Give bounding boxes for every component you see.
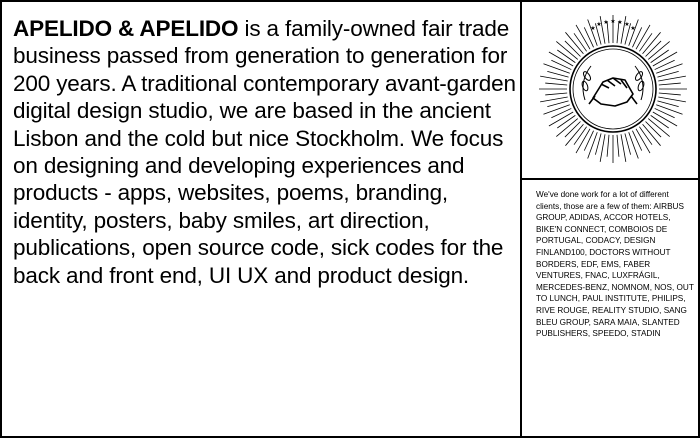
sunburst-ray [574, 33, 587, 51]
sunburst-ray [545, 83, 567, 85]
sunburst-ray [632, 131, 641, 151]
sunburst-ray [657, 101, 678, 107]
sunburst-ray [646, 41, 662, 57]
sunburst-ray [659, 83, 681, 85]
sunburst-ray [659, 93, 681, 95]
sunburst-ray [617, 135, 619, 157]
clients-lead: We've done work for a lot of different clients, those are a few of them: [536, 190, 669, 211]
sunburst-ray [574, 127, 587, 145]
sunburst-ray [657, 71, 678, 77]
sunburst-ray [565, 122, 581, 138]
sunburst-ray [658, 97, 686, 102]
sunburst-ray [646, 122, 662, 138]
svg-text:★: ★ [596, 21, 602, 28]
sunburst-ray [547, 71, 568, 77]
svg-text:★: ★ [630, 25, 636, 32]
svg-text:★: ★ [624, 21, 630, 28]
sunburst-ray [655, 60, 675, 69]
sunburst-ray [557, 50, 575, 63]
sunburst-ray [565, 41, 581, 57]
sunburst-ray [545, 93, 567, 95]
intro-text: is a family-owned fair trade business passed from generation to generation for 200 years. A traditional contemporary avant-garden digital design studio, we are based in the ancient Lisbon and the cold but nice Stockholm. We focus on designing and developing experiences and products - apps, websites, poems, branding, identity, posters, baby smiles, art direction, publications, open source code, sick codes for the back and front end, UI UX and product design. [13, 16, 516, 288]
seal-panel [522, 0, 700, 180]
sunburst-ray [595, 133, 601, 154]
sunburst-ray [551, 60, 571, 69]
sunburst-ray [658, 76, 686, 81]
svg-text:★: ★ [603, 19, 609, 26]
sunburst-ray [655, 108, 675, 117]
sunburst-ray [551, 108, 571, 117]
svg-text:★: ★ [590, 25, 596, 32]
handshake-seal-icon [535, 8, 691, 170]
sunburst-ray [547, 101, 568, 107]
svg-text:★: ★ [610, 18, 616, 25]
svg-text:★: ★ [617, 19, 623, 26]
sunburst-ray [540, 97, 568, 102]
sunburst-ray [600, 134, 605, 162]
sunburst-ray [625, 133, 631, 154]
sunburst-ray [639, 127, 652, 145]
sunburst-ray [607, 135, 609, 157]
sunburst-ray [651, 115, 669, 128]
sunburst-ray [557, 115, 575, 128]
clients-list: AIRBUS GROUP, ADIDAS, ACCOR HOTELS, BIKE'N CONNECT, COMBOIOS DE PORTUGAL, CODACY, DESIGN FINLAND100, DOCTORS WITHOUT BORDERS, EDF, EMS, FABER VENTURES, FNAC, LUXFRÁGIL, MERCEDES-BENZ, NOMNOM, NOS, OUT TO LUNCH, PAUL INSTITUTE, PHILIPS, RIVE ROUGE, REALITY STUDIO, SANG BLEU GROUP, SARA MAIA, SLANTED PUBLISHERS, SPEEDO, STADIN [536, 201, 694, 339]
sunburst-ray [639, 33, 652, 51]
sunburst-ray [651, 50, 669, 63]
sunburst-ray [621, 134, 626, 162]
clients-text [536, 189, 696, 340]
clients-panel [522, 180, 700, 438]
sunburst-ray [540, 76, 568, 81]
intro-paragraph [13, 15, 518, 289]
brand-name: APELIDO & APELIDO [13, 16, 239, 41]
sunburst-ray [584, 131, 593, 151]
